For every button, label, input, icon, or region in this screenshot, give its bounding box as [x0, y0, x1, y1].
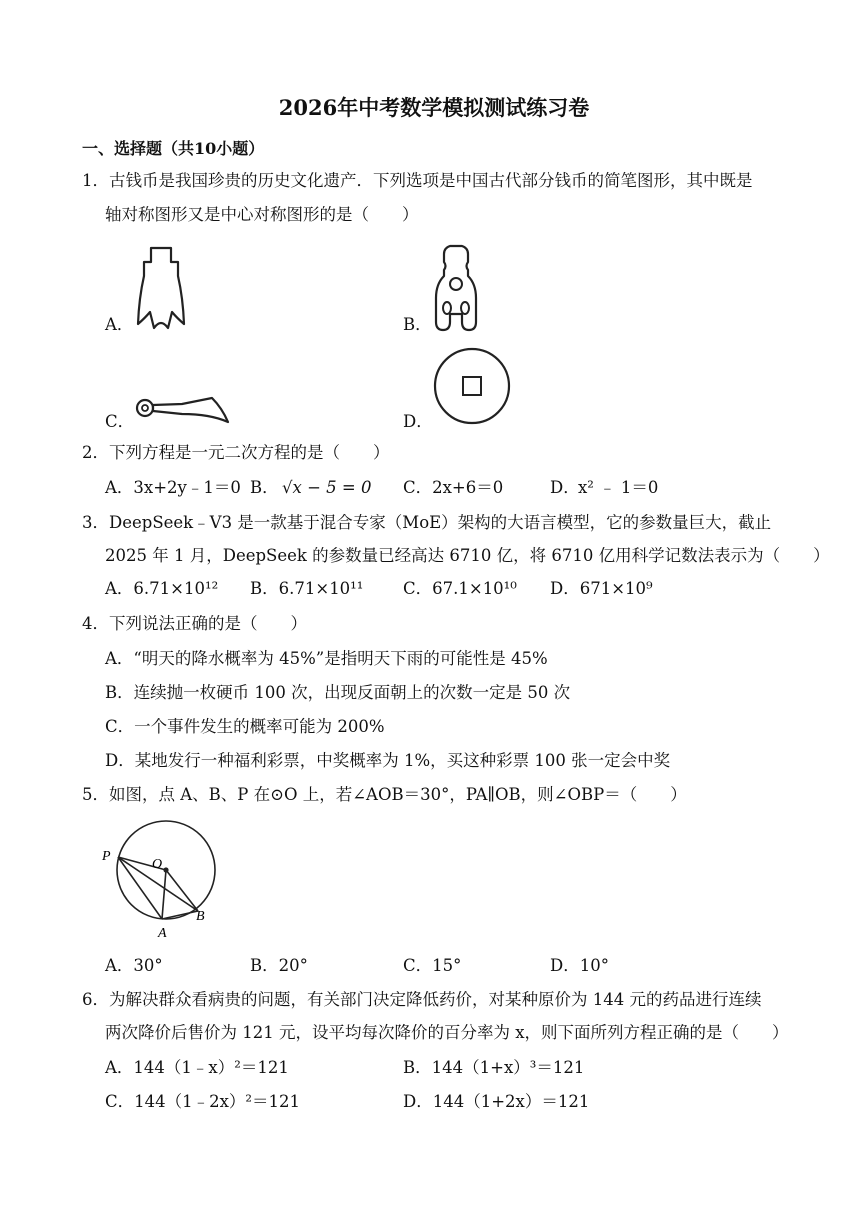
q2-option-b-label: B． — [250, 478, 279, 497]
spade-coin-icon — [134, 246, 188, 330]
q4-stem: 4．下列说法正确的是（ ） — [82, 614, 307, 633]
q6-option-a: A．144（1﹣x）²＝121 — [105, 1058, 289, 1077]
knife-coin-icon — [432, 244, 480, 332]
q4-option-a: A．“明天的降水概率为 45%”是指明天下雨的可能性是 45% — [105, 649, 548, 668]
q5-option-c: C．15° — [403, 956, 462, 975]
point-p-label: P — [102, 849, 111, 864]
q2-option-a: A．3x+2y﹣1＝0 — [105, 478, 241, 497]
circle-geometry-figure — [98, 815, 228, 945]
q2-option-b-math: √x − 5 = 0 — [282, 478, 372, 497]
q4-option-d: D．某地发行一种福利彩票，中奖概率为 1%，买这种彩票 100 张一定会中奖 — [105, 751, 671, 770]
round-coin-icon — [432, 346, 512, 426]
q1-option-d-label: D． — [403, 412, 433, 431]
q5-stem: 5．如图，点 A、B、P 在⊙O 上，若∠AOB＝30°，PA∥OB，则∠OBP＝（ ） — [82, 785, 687, 804]
q1-option-b-label: B． — [403, 315, 432, 334]
q3-option-c: C．67.1×10¹⁰ — [403, 579, 517, 598]
q3-stem-line2: 2025 年 1 月，DeepSeek 的参数量已经高达 6710 亿，将 6710 亿用科学记数法表示为（ ） — [105, 546, 830, 565]
q6-stem-line1: 6．为解决群众看病贵的问题，有关部门决定降低药价，对某种原价为 144 元的药品进行连续 — [82, 990, 762, 1009]
q1-option-c-label: C． — [105, 412, 135, 431]
q2-option-d-math: x² ﹣ 1＝0 — [578, 478, 659, 497]
q2-option-c: C．2x+6＝0 — [403, 478, 504, 497]
point-a-label: A — [158, 926, 167, 941]
q5-option-d: D．10° — [550, 956, 609, 975]
q6-stem-line2: 两次降价后售价为 121 元，设平均每次降价的百分率为 x，则下面所列方程正确的是（ ） — [105, 1023, 789, 1042]
section-heading: 一、选择题（共10小题） — [82, 139, 265, 158]
blade-coin-icon — [134, 392, 230, 428]
q3-option-b: B．6.71×10¹¹ — [250, 579, 364, 598]
q5-option-a: A．30° — [105, 956, 163, 975]
q1-option-a-label: A． — [105, 315, 134, 334]
q3-option-a: A．6.71×10¹² — [105, 579, 219, 598]
q5-option-b: B．20° — [250, 956, 308, 975]
q4-option-b: B．连续抛一枚硬币 100 次，出现反面朝上的次数一定是 50 次 — [105, 683, 571, 702]
point-o-label: O — [152, 857, 163, 872]
q1-stem-line1: 1．古钱币是我国珍贵的历史文化遗产．下列选项是中国古代部分钱币的简笔图形，其中既是 — [82, 171, 753, 190]
q6-option-d: D．144（1+2x）＝121 — [403, 1092, 590, 1111]
q3-stem-line1: 3．DeepSeek﹣V3 是一款基于混合专家（MoE）架构的大语言模型，它的参数量巨大，截止 — [82, 513, 772, 532]
q2-option-d-label: D． — [550, 478, 580, 497]
q6-option-c: C．144（1﹣2x）²＝121 — [105, 1092, 301, 1111]
q1-stem-line2: 轴对称图形又是中心对称图形的是（ ） — [105, 205, 419, 224]
q6-option-b: B．144（1+x）³＝121 — [403, 1058, 585, 1077]
q2-stem: 2．下列方程是一元二次方程的是（ ） — [82, 443, 390, 462]
page-title: 2026年中考数学模拟测试练习卷 — [278, 95, 590, 120]
point-b-label: B — [196, 909, 205, 924]
q4-option-c: C．一个事件发生的概率可能为 200% — [105, 717, 385, 736]
q3-option-d: D．671×10⁹ — [550, 579, 653, 598]
